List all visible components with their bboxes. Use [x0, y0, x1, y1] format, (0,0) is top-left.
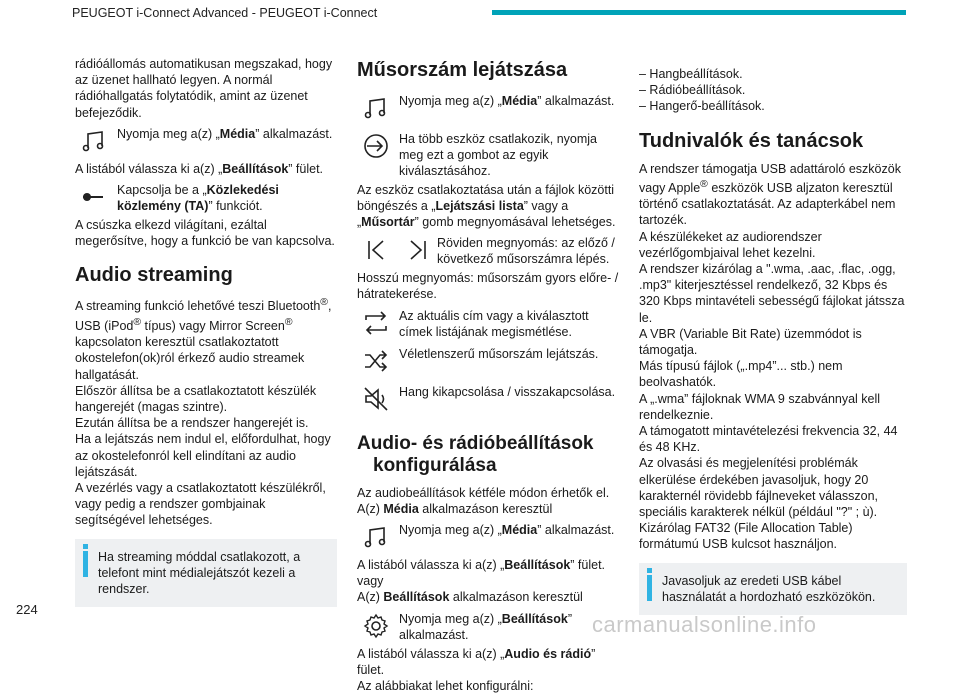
paragraph: A támogatott mintavételezési frekvencia 32, 44 és 48 KHz.	[639, 424, 898, 455]
paragraph	[357, 646, 619, 678]
paragraph: Más típusú fájlok („.mp4”... stb.) nem beolvashatók.	[639, 359, 843, 390]
shuffle-icon	[357, 343, 395, 379]
text-bold: Beállítások	[501, 611, 568, 626]
text: A rendszer támogatja USB adattároló eszközök vagy Apple	[639, 161, 901, 195]
icon-pair	[357, 232, 437, 268]
text: , USB (iPod	[75, 299, 332, 333]
instruction-row	[357, 608, 619, 644]
text: kapcsolaton keresztül csatlakoztatott okostelefon(ok)ról érkező audio streamek hallgatását.	[75, 335, 305, 382]
paragraph: Ha a lejátszás nem indul el, előfordulhat, hogy az okostelefonról kell elindítani az audio lejátszását.	[75, 432, 331, 479]
text: Ha több eszköz csatlakozik, nyomja meg ezt a gombot az egyik kiválasztásához.	[399, 132, 598, 179]
text: A listából válassza ki a(z) „	[357, 646, 505, 661]
superscript: ®	[133, 316, 142, 328]
text: ” alkalmazást.	[537, 94, 615, 108]
list-item: – Hangbeállítások.	[639, 67, 743, 81]
text: A streaming funkció lehetővé teszi Bluetooth	[75, 299, 321, 314]
paragraph: A „.wma” fájloknak WMA 9 szabvánnyal kell rendelkeznie.	[639, 391, 881, 422]
text: ” fület.	[570, 558, 606, 573]
instruction-row	[357, 305, 619, 341]
text: ” alkalmazást.	[255, 126, 333, 141]
music-note-icon	[357, 90, 395, 126]
text: A listából válassza ki a(z) „	[75, 161, 223, 176]
repeat-icon	[357, 305, 395, 341]
paragraph: Az olvasási és megjelenítési problémák elkerülése érdekében javasoljuk, hogy 20 karakternél rövidebb fájlneveket válasszon, speciális karakterek nélkül (például "?" ; ù).	[639, 456, 879, 520]
superscript: ®	[284, 316, 293, 328]
paragraph	[357, 501, 619, 517]
info-icon	[647, 575, 652, 601]
paragraph	[357, 557, 619, 573]
paragraph	[357, 589, 619, 605]
text: ” alkalmazást.	[537, 523, 615, 538]
column-2	[357, 58, 619, 694]
next-track-icon	[399, 232, 437, 268]
section-heading: Műsorszám lejátszása	[357, 59, 568, 81]
text: ” fület.	[288, 161, 324, 176]
instruction-row	[75, 179, 337, 215]
paragraph: Hosszú megnyomás: műsorszám gyors előre- / hátratekerése.	[357, 271, 619, 302]
section-heading	[357, 433, 619, 477]
source-select-icon	[357, 128, 395, 164]
instruction-row	[357, 381, 619, 417]
instruction-row	[75, 123, 337, 159]
text: ” vagy a „	[357, 198, 569, 230]
text: Röviden megnyomás: az előző / következő műsorszámra lépés.	[437, 236, 615, 267]
paragraph: Kizárólag FAT32 (File Allocation Table) formátumú USB kulcsot használjon.	[639, 521, 853, 552]
note-text: Javasoljuk az eredeti USB kábel használatát a hordozható eszközökön.	[662, 573, 876, 604]
text: Hang kikapcsolása / visszakapcsolása.	[399, 384, 616, 399]
gear-icon	[357, 608, 395, 644]
text: típus) vagy Mirror Screen	[141, 318, 285, 333]
info-note	[639, 563, 907, 615]
paragraph	[75, 295, 337, 382]
watermark: carmanualsonline.info	[592, 612, 817, 637]
text: alkalmazáson keresztül	[418, 501, 553, 516]
text-bold: Műsortár	[361, 215, 415, 230]
superscript: ®	[320, 297, 328, 309]
text: Nyomja meg a(z) „	[117, 126, 220, 141]
music-note-icon	[357, 519, 395, 555]
superscript: ®	[700, 178, 708, 190]
text-bold: Média	[501, 94, 538, 108]
text-bold: Beállítások	[222, 161, 289, 176]
text: ” fület.	[357, 646, 596, 677]
previous-track-icon	[357, 232, 395, 268]
instruction-row	[357, 519, 619, 555]
instruction-row	[357, 128, 619, 180]
text-bold: Média	[383, 501, 419, 516]
mute-speaker-icon	[357, 381, 395, 417]
text-bold: Beállítások	[383, 590, 450, 605]
text: Nyomja meg a(z) „	[399, 94, 502, 108]
heading-line: Audio- és rádióbeállítások	[357, 432, 594, 454]
text: A listából válassza ki a(z) „	[357, 558, 505, 573]
music-note-icon	[75, 123, 113, 159]
running-header: PEUGEOT i-Connect Advanced - PEUGEOT i-Connect	[72, 6, 378, 20]
text: A(z)	[357, 501, 384, 516]
text-bold: Média	[219, 126, 256, 141]
text: Véletlenszerű műsorszám lejátszás.	[399, 346, 599, 361]
text: Kapcsolja be a „	[117, 183, 207, 198]
paragraph: Ezután állítsa be a rendszer hangerejét is.	[75, 416, 309, 431]
instruction-row	[357, 343, 619, 379]
section-heading: Audio streaming	[75, 264, 233, 287]
text: Nyomja meg a(z) „	[399, 523, 502, 538]
paragraph: A vezérlés vagy a csatlakoztatott készülékről, vagy pedig a rendszer gombjainak segítségével lehetséges.	[75, 480, 326, 528]
info-note	[75, 539, 337, 608]
section-heading: Tudnivalók és tanácsok	[639, 129, 864, 152]
paragraph: A VBR (Variable Bit Rate) üzemmódot is támogatja.	[639, 326, 862, 357]
list-item: – Rádióbeállítások.	[639, 83, 746, 98]
paragraph: A csúszka elkezd világítani, ezáltal megerősítve, hogy a funkció be van kapcsolva.	[75, 218, 335, 249]
text-bold: Lejátszási lista	[435, 198, 524, 213]
paragraph	[357, 182, 619, 231]
header-accent-bar	[492, 10, 906, 15]
column-3	[639, 66, 907, 615]
text: Az eszköz csatlakoztatása után a fájlok közötti böngészés a „	[357, 182, 615, 213]
text-bold: Közlekedési közlemény (TA)	[117, 183, 279, 214]
text: eszközök USB aljzaton keresztül történő csatlakoztatását. Az adapterkábel nem tartozék.	[639, 180, 896, 228]
paragraph: Az audiobeállítások kétféle módon érhetők el.	[357, 485, 610, 500]
instruction-row	[357, 232, 619, 268]
paragraph: rádióállomás automatikusan megszakad, hogy az üzenet hallható legyen. A normál rádióhallgatás folytatódik, amint az üzenet befejeződik.	[75, 57, 333, 120]
paragraph: A rendszer kizárólag a ".wma, .aac, .flac, .ogg, .mp3" kiterjesztéssel rendelkező, 32 Kbps és 320 Kbps mintavételi sebességű fájlokat játssza le.	[639, 261, 905, 325]
text: ” gomb megnyomásával lehetséges.	[414, 215, 616, 230]
paragraph	[639, 161, 907, 229]
paragraph: Az alábbiakat lehet konfigurálni:	[357, 679, 534, 694]
heading-line: konfigurálása	[373, 454, 497, 476]
paragraph: vagy	[357, 574, 384, 589]
text-bold: Beállítások	[504, 558, 571, 573]
text: Nyomja meg a(z) „	[399, 611, 502, 626]
instruction-row	[357, 90, 619, 126]
list-item: – Hangerő-beállítások.	[639, 99, 765, 114]
toggle-switch-icon	[75, 179, 113, 215]
paragraph	[75, 161, 337, 177]
page-number: 224	[16, 602, 38, 617]
text: A(z)	[357, 590, 384, 605]
text: Az aktuális cím vagy a kiválasztott címek listájának megismétlése.	[399, 308, 589, 339]
text: alkalmazáson keresztül	[449, 590, 583, 605]
text-bold: Média	[501, 523, 538, 538]
text-bold: Audio és rádió	[504, 646, 592, 661]
paragraph: A készülékeket az audiorendszer vezérlőgombjaival lehet kezelni.	[639, 229, 822, 260]
info-icon	[83, 551, 88, 577]
text: ” alkalmazást.	[399, 611, 572, 642]
column-1	[75, 56, 337, 607]
text: ” funkciót.	[208, 199, 263, 214]
paragraph: Először állítsa be a csatlakoztatott készülék hangerejét (magas szintre).	[75, 383, 317, 414]
note-text: Ha streaming móddal csatlakozott, a telefont mint médialejátszót kezeli a rendszer.	[98, 549, 301, 596]
